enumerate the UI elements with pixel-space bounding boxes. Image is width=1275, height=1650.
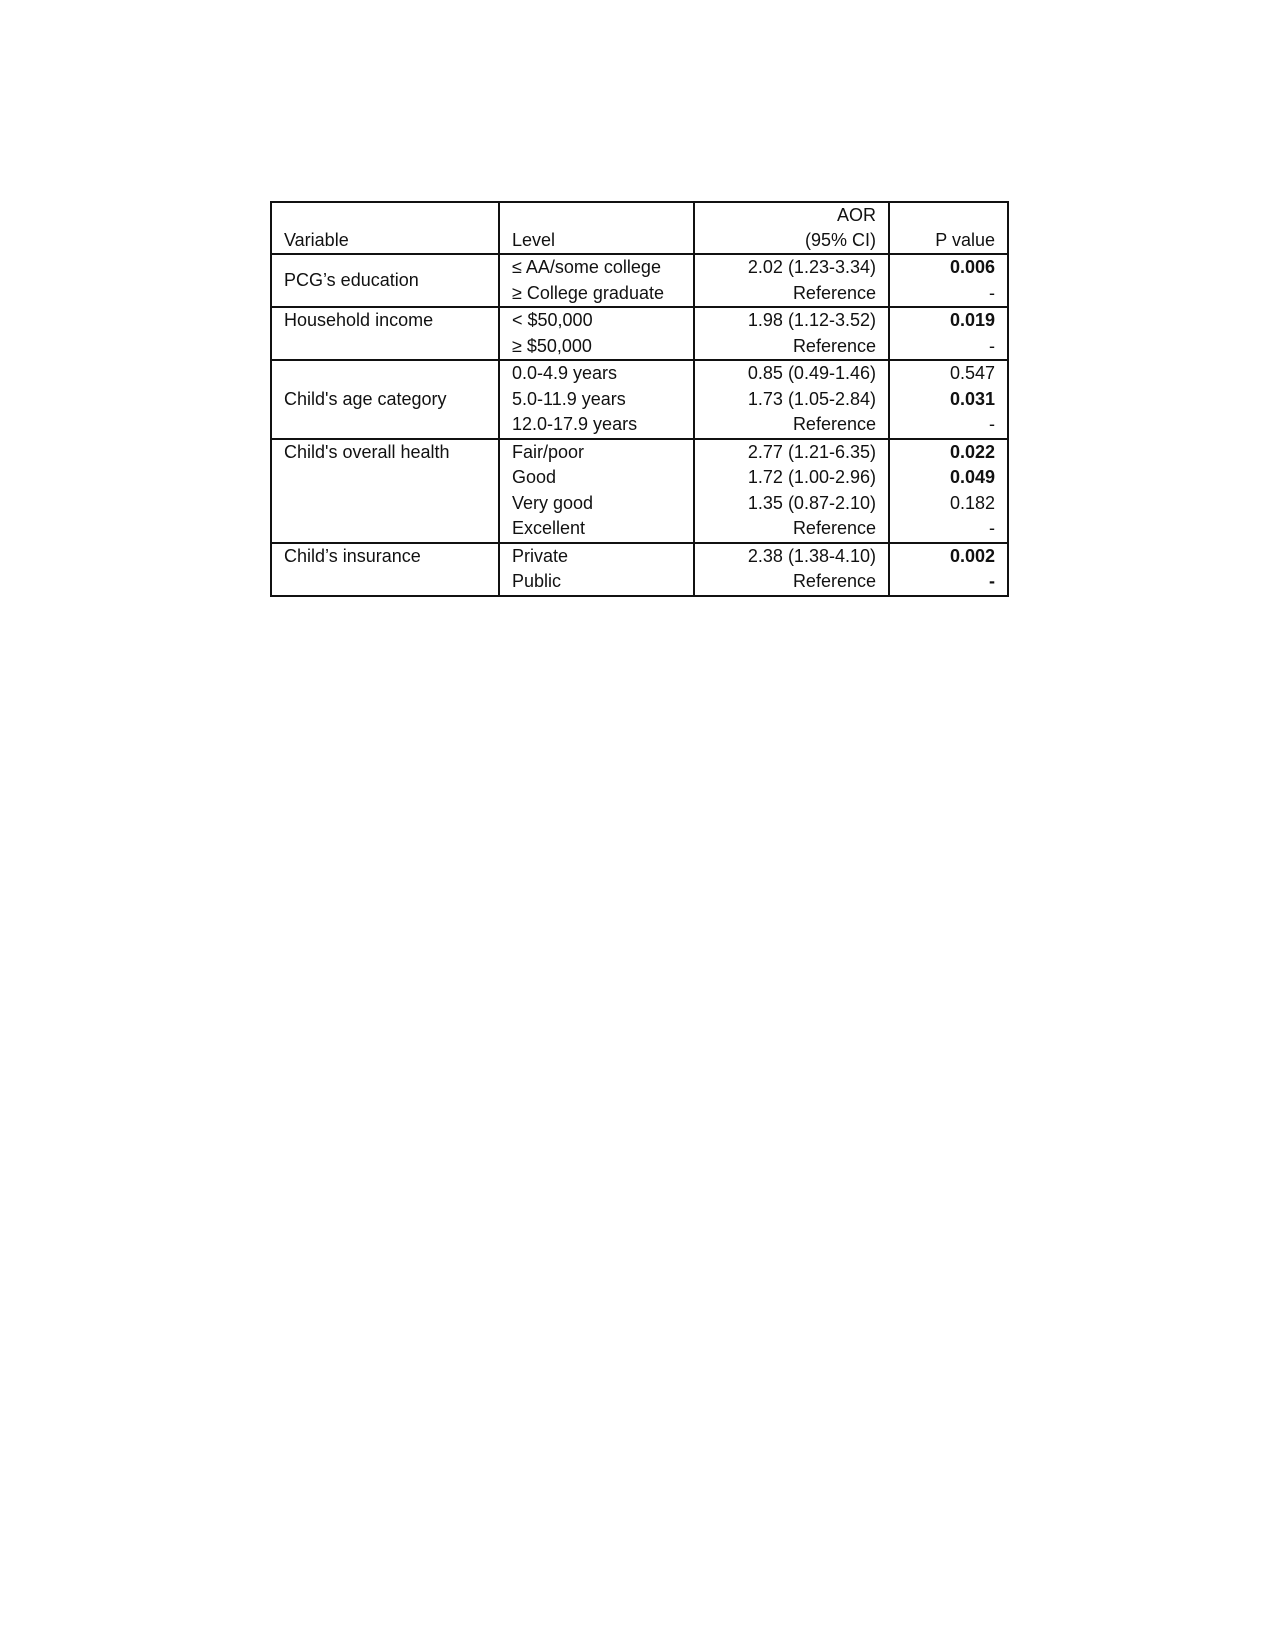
aor-value: 1.73 (1.05-2.84) [747,388,876,409]
level-value: Fair/poor [512,441,585,462]
results-table [270,201,1009,597]
variable-cell [272,361,498,438]
level-value: ≤ AA/some college [512,257,661,277]
pvalue-value: 0.019 [949,310,995,330]
pvalue-value: - [989,571,995,591]
variable-cell [272,544,498,595]
pvalue-cell [888,255,1007,306]
aor-value: Reference [792,571,876,591]
header-level: Level [512,230,556,250]
level-value: 5.0-11.9 years [512,388,626,409]
table-group-row [272,359,1007,438]
aor-value: Reference [792,518,876,538]
aor-value: Reference [792,414,876,434]
header-pvalue: P value [935,230,995,250]
pvalue-value: - [989,282,995,303]
level-value: ≥ College graduate [512,282,664,303]
pvalue-value: - [989,414,995,434]
pvalue-value: 0.006 [949,257,995,277]
variable-label: Child's age category [284,388,447,409]
aor-value: 0.85 (0.49-1.46) [747,363,876,383]
pvalue-value: - [989,335,995,356]
aor-value: 1.72 (1.00-2.96) [747,467,876,487]
pvalue-cell [888,544,1007,595]
aor-value: Reference [792,335,876,356]
level-value: ≥ $50,000 [512,335,592,356]
table-group-row [272,438,1007,542]
variable-label: Child’s insurance [284,545,421,566]
table-header-row [272,203,1007,253]
level-value: Excellent [512,518,586,538]
pvalue-value: 0.547 [949,363,995,383]
table-group-row [272,542,1007,595]
level-value: Public [512,571,562,591]
pvalue-cell [888,308,1007,359]
variable-label: Child's overall health [284,441,450,462]
aor-cell [693,308,888,359]
table-group-row [272,306,1007,359]
table-group-row [272,253,1007,306]
pvalue-value: 0.182 [949,492,995,513]
aor-cell [693,440,888,542]
aor-cell [693,255,888,306]
level-cell [498,308,693,359]
aor-value: 1.98 (1.12-3.52) [747,310,876,330]
aor-value: 2.77 (1.21-6.35) [747,441,876,462]
level-cell [498,440,693,542]
variable-label: PCG’s education [284,270,419,290]
header-aor-line2: (95% CI) [804,230,876,250]
aor-value: Reference [792,282,876,303]
header-pvalue-cell [888,203,1007,253]
header-variable-cell [272,203,498,253]
variable-label: Household income [284,310,434,330]
level-value: Good [512,467,557,487]
level-value: 0.0-4.9 years [512,363,618,383]
level-value: Private [512,545,569,566]
level-cell [498,361,693,438]
variable-cell [272,308,498,359]
aor-cell [693,544,888,595]
level-cell [498,544,693,595]
pvalue-value: 0.022 [949,441,995,462]
pvalue-value: 0.049 [949,467,995,487]
pvalue-value: 0.002 [949,545,995,566]
header-aor-line1: AOR [836,205,876,225]
aor-value: 1.35 (0.87-2.10) [747,492,876,513]
level-value: 12.0-17.9 years [512,414,638,434]
level-value: < $50,000 [512,310,593,330]
aor-value: 2.38 (1.38-4.10) [747,545,876,566]
pvalue-cell [888,440,1007,542]
variable-cell [272,440,498,542]
level-cell [498,255,693,306]
header-level-cell [498,203,693,253]
variable-cell [272,255,498,306]
aor-value: 2.02 (1.23-3.34) [747,257,876,277]
pvalue-value: - [989,518,995,538]
level-value: Very good [512,492,594,513]
header-aor-cell [693,203,888,253]
pvalue-value: 0.031 [949,388,995,409]
header-variable: Variable [284,230,349,250]
aor-cell [693,361,888,438]
pvalue-cell [888,361,1007,438]
